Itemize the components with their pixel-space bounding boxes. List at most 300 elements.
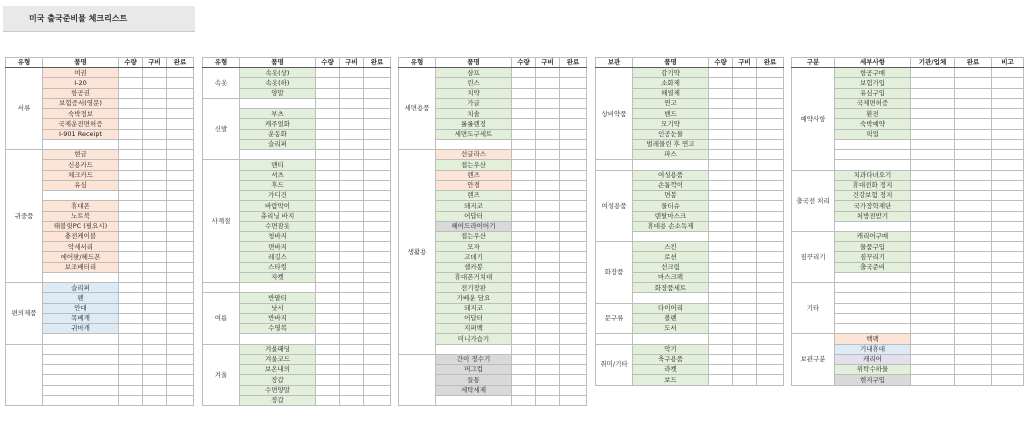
check-cell[interactable] xyxy=(911,293,955,303)
check-cell[interactable] xyxy=(512,324,536,334)
check-cell[interactable] xyxy=(512,211,536,221)
check-cell[interactable] xyxy=(560,395,587,405)
check-cell[interactable] xyxy=(757,324,784,334)
check-cell[interactable] xyxy=(316,129,340,139)
check-cell[interactable] xyxy=(992,139,1024,149)
check-cell[interactable] xyxy=(364,88,391,98)
check-cell[interactable] xyxy=(364,395,391,405)
check-cell[interactable] xyxy=(955,293,992,303)
check-cell[interactable] xyxy=(911,272,955,282)
check-cell[interactable] xyxy=(709,170,733,180)
check-cell[interactable] xyxy=(536,395,560,405)
check-cell[interactable] xyxy=(733,272,757,282)
check-cell[interactable] xyxy=(512,272,536,282)
check-cell[interactable] xyxy=(911,88,955,98)
check-cell[interactable] xyxy=(560,201,587,211)
check-cell[interactable] xyxy=(911,313,955,323)
check-cell[interactable] xyxy=(167,88,194,98)
check-cell[interactable] xyxy=(364,78,391,88)
check-cell[interactable] xyxy=(119,385,143,395)
check-cell[interactable] xyxy=(119,191,143,201)
check-cell[interactable] xyxy=(536,98,560,108)
check-cell[interactable] xyxy=(512,160,536,170)
check-cell[interactable] xyxy=(733,150,757,160)
check-cell[interactable] xyxy=(733,231,757,241)
check-cell[interactable] xyxy=(560,303,587,313)
check-cell[interactable] xyxy=(536,252,560,262)
check-cell[interactable] xyxy=(167,313,194,323)
check-cell[interactable] xyxy=(119,88,143,98)
check-cell[interactable] xyxy=(757,252,784,262)
check-cell[interactable] xyxy=(167,293,194,303)
check-cell[interactable] xyxy=(955,129,992,139)
check-cell[interactable] xyxy=(955,283,992,293)
check-cell[interactable] xyxy=(992,334,1024,344)
check-cell[interactable] xyxy=(733,109,757,119)
check-cell[interactable] xyxy=(119,150,143,160)
check-cell[interactable] xyxy=(167,68,194,78)
check-cell[interactable] xyxy=(119,139,143,149)
check-cell[interactable] xyxy=(143,365,167,375)
check-cell[interactable] xyxy=(143,303,167,313)
check-cell[interactable] xyxy=(709,211,733,221)
check-cell[interactable] xyxy=(512,68,536,78)
check-cell[interactable] xyxy=(709,303,733,313)
check-cell[interactable] xyxy=(364,98,391,108)
check-cell[interactable] xyxy=(992,252,1024,262)
check-cell[interactable] xyxy=(536,283,560,293)
check-cell[interactable] xyxy=(992,201,1024,211)
check-cell[interactable] xyxy=(709,375,733,385)
check-cell[interactable] xyxy=(560,375,587,385)
check-cell[interactable] xyxy=(955,180,992,190)
check-cell[interactable] xyxy=(911,344,955,354)
check-cell[interactable] xyxy=(143,395,167,405)
check-cell[interactable] xyxy=(512,231,536,241)
check-cell[interactable] xyxy=(709,334,733,344)
check-cell[interactable] xyxy=(143,170,167,180)
check-cell[interactable] xyxy=(119,109,143,119)
check-cell[interactable] xyxy=(709,313,733,323)
check-cell[interactable] xyxy=(709,252,733,262)
check-cell[interactable] xyxy=(911,354,955,364)
check-cell[interactable] xyxy=(560,160,587,170)
check-cell[interactable] xyxy=(512,129,536,139)
check-cell[interactable] xyxy=(911,283,955,293)
check-cell[interactable] xyxy=(364,109,391,119)
check-cell[interactable] xyxy=(911,139,955,149)
check-cell[interactable] xyxy=(143,385,167,395)
check-cell[interactable] xyxy=(955,201,992,211)
check-cell[interactable] xyxy=(143,344,167,354)
check-cell[interactable] xyxy=(143,334,167,344)
check-cell[interactable] xyxy=(560,98,587,108)
check-cell[interactable] xyxy=(512,119,536,129)
check-cell[interactable] xyxy=(757,221,784,231)
check-cell[interactable] xyxy=(536,231,560,241)
check-cell[interactable] xyxy=(560,109,587,119)
check-cell[interactable] xyxy=(316,150,340,160)
check-cell[interactable] xyxy=(316,293,340,303)
check-cell[interactable] xyxy=(143,68,167,78)
check-cell[interactable] xyxy=(536,334,560,344)
check-cell[interactable] xyxy=(316,395,340,405)
check-cell[interactable] xyxy=(340,88,364,98)
check-cell[interactable] xyxy=(955,211,992,221)
check-cell[interactable] xyxy=(733,211,757,221)
check-cell[interactable] xyxy=(536,262,560,272)
check-cell[interactable] xyxy=(316,88,340,98)
check-cell[interactable] xyxy=(955,231,992,241)
check-cell[interactable] xyxy=(560,385,587,395)
check-cell[interactable] xyxy=(364,324,391,334)
check-cell[interactable] xyxy=(316,252,340,262)
check-cell[interactable] xyxy=(992,170,1024,180)
check-cell[interactable] xyxy=(316,78,340,88)
check-cell[interactable] xyxy=(757,170,784,180)
check-cell[interactable] xyxy=(733,283,757,293)
check-cell[interactable] xyxy=(560,262,587,272)
check-cell[interactable] xyxy=(733,252,757,262)
check-cell[interactable] xyxy=(955,160,992,170)
check-cell[interactable] xyxy=(911,365,955,375)
check-cell[interactable] xyxy=(512,303,536,313)
check-cell[interactable] xyxy=(709,88,733,98)
check-cell[interactable] xyxy=(143,272,167,282)
check-cell[interactable] xyxy=(955,242,992,252)
check-cell[interactable] xyxy=(992,78,1024,88)
check-cell[interactable] xyxy=(167,139,194,149)
check-cell[interactable] xyxy=(119,344,143,354)
check-cell[interactable] xyxy=(709,150,733,160)
check-cell[interactable] xyxy=(911,170,955,180)
check-cell[interactable] xyxy=(143,211,167,221)
check-cell[interactable] xyxy=(340,344,364,354)
check-cell[interactable] xyxy=(316,139,340,149)
check-cell[interactable] xyxy=(757,283,784,293)
check-cell[interactable] xyxy=(757,201,784,211)
check-cell[interactable] xyxy=(167,375,194,385)
check-cell[interactable] xyxy=(955,150,992,160)
check-cell[interactable] xyxy=(512,262,536,272)
check-cell[interactable] xyxy=(512,139,536,149)
check-cell[interactable] xyxy=(911,109,955,119)
check-cell[interactable] xyxy=(316,180,340,190)
check-cell[interactable] xyxy=(560,191,587,201)
check-cell[interactable] xyxy=(992,313,1024,323)
check-cell[interactable] xyxy=(992,242,1024,252)
check-cell[interactable] xyxy=(364,283,391,293)
check-cell[interactable] xyxy=(167,180,194,190)
check-cell[interactable] xyxy=(536,78,560,88)
check-cell[interactable] xyxy=(911,160,955,170)
check-cell[interactable] xyxy=(911,68,955,78)
check-cell[interactable] xyxy=(955,78,992,88)
check-cell[interactable] xyxy=(733,375,757,385)
check-cell[interactable] xyxy=(316,201,340,211)
check-cell[interactable] xyxy=(911,252,955,262)
check-cell[interactable] xyxy=(911,334,955,344)
check-cell[interactable] xyxy=(733,262,757,272)
check-cell[interactable] xyxy=(364,170,391,180)
check-cell[interactable] xyxy=(119,98,143,108)
check-cell[interactable] xyxy=(757,334,784,344)
check-cell[interactable] xyxy=(340,242,364,252)
check-cell[interactable] xyxy=(143,109,167,119)
check-cell[interactable] xyxy=(167,283,194,293)
check-cell[interactable] xyxy=(364,150,391,160)
check-cell[interactable] xyxy=(340,231,364,241)
check-cell[interactable] xyxy=(364,242,391,252)
check-cell[interactable] xyxy=(340,78,364,88)
check-cell[interactable] xyxy=(757,160,784,170)
check-cell[interactable] xyxy=(560,334,587,344)
check-cell[interactable] xyxy=(119,129,143,139)
check-cell[interactable] xyxy=(560,119,587,129)
check-cell[interactable] xyxy=(955,344,992,354)
check-cell[interactable] xyxy=(992,344,1024,354)
check-cell[interactable] xyxy=(167,354,194,364)
check-cell[interactable] xyxy=(340,262,364,272)
check-cell[interactable] xyxy=(536,385,560,395)
check-cell[interactable] xyxy=(757,365,784,375)
check-cell[interactable] xyxy=(955,191,992,201)
check-cell[interactable] xyxy=(757,344,784,354)
check-cell[interactable] xyxy=(733,303,757,313)
check-cell[interactable] xyxy=(955,68,992,78)
check-cell[interactable] xyxy=(167,98,194,108)
check-cell[interactable] xyxy=(757,313,784,323)
check-cell[interactable] xyxy=(143,139,167,149)
check-cell[interactable] xyxy=(119,334,143,344)
check-cell[interactable] xyxy=(536,109,560,119)
check-cell[interactable] xyxy=(340,365,364,375)
check-cell[interactable] xyxy=(340,303,364,313)
check-cell[interactable] xyxy=(143,98,167,108)
check-cell[interactable] xyxy=(512,98,536,108)
check-cell[interactable] xyxy=(560,365,587,375)
check-cell[interactable] xyxy=(143,180,167,190)
check-cell[interactable] xyxy=(167,109,194,119)
check-cell[interactable] xyxy=(119,78,143,88)
check-cell[interactable] xyxy=(364,262,391,272)
check-cell[interactable] xyxy=(119,375,143,385)
check-cell[interactable] xyxy=(340,170,364,180)
check-cell[interactable] xyxy=(512,252,536,262)
check-cell[interactable] xyxy=(709,78,733,88)
check-cell[interactable] xyxy=(992,303,1024,313)
check-cell[interactable] xyxy=(757,139,784,149)
check-cell[interactable] xyxy=(119,68,143,78)
check-cell[interactable] xyxy=(316,365,340,375)
check-cell[interactable] xyxy=(316,221,340,231)
check-cell[interactable] xyxy=(709,180,733,190)
check-cell[interactable] xyxy=(316,109,340,119)
check-cell[interactable] xyxy=(340,252,364,262)
check-cell[interactable] xyxy=(992,375,1024,385)
check-cell[interactable] xyxy=(955,170,992,180)
check-cell[interactable] xyxy=(143,129,167,139)
check-cell[interactable] xyxy=(364,272,391,282)
check-cell[interactable] xyxy=(709,344,733,354)
check-cell[interactable] xyxy=(560,293,587,303)
check-cell[interactable] xyxy=(512,191,536,201)
check-cell[interactable] xyxy=(757,293,784,303)
check-cell[interactable] xyxy=(167,129,194,139)
check-cell[interactable] xyxy=(119,221,143,231)
check-cell[interactable] xyxy=(119,160,143,170)
check-cell[interactable] xyxy=(536,129,560,139)
check-cell[interactable] xyxy=(119,354,143,364)
check-cell[interactable] xyxy=(992,293,1024,303)
check-cell[interactable] xyxy=(757,242,784,252)
check-cell[interactable] xyxy=(119,170,143,180)
check-cell[interactable] xyxy=(709,242,733,252)
check-cell[interactable] xyxy=(119,324,143,334)
check-cell[interactable] xyxy=(536,221,560,231)
check-cell[interactable] xyxy=(733,313,757,323)
check-cell[interactable] xyxy=(167,201,194,211)
check-cell[interactable] xyxy=(512,150,536,160)
check-cell[interactable] xyxy=(512,283,536,293)
check-cell[interactable] xyxy=(167,385,194,395)
check-cell[interactable] xyxy=(340,191,364,201)
check-cell[interactable] xyxy=(512,293,536,303)
check-cell[interactable] xyxy=(560,211,587,221)
check-cell[interactable] xyxy=(733,68,757,78)
check-cell[interactable] xyxy=(992,109,1024,119)
check-cell[interactable] xyxy=(955,354,992,364)
check-cell[interactable] xyxy=(560,242,587,252)
check-cell[interactable] xyxy=(560,78,587,88)
check-cell[interactable] xyxy=(911,375,955,385)
check-cell[interactable] xyxy=(364,375,391,385)
check-cell[interactable] xyxy=(733,344,757,354)
check-cell[interactable] xyxy=(911,211,955,221)
check-cell[interactable] xyxy=(340,68,364,78)
check-cell[interactable] xyxy=(167,334,194,344)
check-cell[interactable] xyxy=(512,78,536,88)
check-cell[interactable] xyxy=(992,365,1024,375)
check-cell[interactable] xyxy=(340,201,364,211)
check-cell[interactable] xyxy=(955,262,992,272)
check-cell[interactable] xyxy=(119,283,143,293)
check-cell[interactable] xyxy=(992,221,1024,231)
check-cell[interactable] xyxy=(757,119,784,129)
check-cell[interactable] xyxy=(143,191,167,201)
check-cell[interactable] xyxy=(167,221,194,231)
check-cell[interactable] xyxy=(911,262,955,272)
check-cell[interactable] xyxy=(143,375,167,385)
check-cell[interactable] xyxy=(340,395,364,405)
check-cell[interactable] xyxy=(709,293,733,303)
check-cell[interactable] xyxy=(364,139,391,149)
check-cell[interactable] xyxy=(911,201,955,211)
check-cell[interactable] xyxy=(364,211,391,221)
check-cell[interactable] xyxy=(316,303,340,313)
check-cell[interactable] xyxy=(143,78,167,88)
check-cell[interactable] xyxy=(316,211,340,221)
check-cell[interactable] xyxy=(992,211,1024,221)
check-cell[interactable] xyxy=(316,334,340,344)
check-cell[interactable] xyxy=(143,119,167,129)
check-cell[interactable] xyxy=(316,354,340,364)
check-cell[interactable] xyxy=(733,170,757,180)
check-cell[interactable] xyxy=(911,242,955,252)
check-cell[interactable] xyxy=(955,303,992,313)
check-cell[interactable] xyxy=(992,119,1024,129)
check-cell[interactable] xyxy=(364,129,391,139)
check-cell[interactable] xyxy=(911,98,955,108)
check-cell[interactable] xyxy=(709,231,733,241)
check-cell[interactable] xyxy=(167,78,194,88)
check-cell[interactable] xyxy=(119,252,143,262)
check-cell[interactable] xyxy=(340,109,364,119)
check-cell[interactable] xyxy=(143,313,167,323)
check-cell[interactable] xyxy=(757,272,784,282)
check-cell[interactable] xyxy=(709,139,733,149)
check-cell[interactable] xyxy=(143,221,167,231)
check-cell[interactable] xyxy=(757,150,784,160)
check-cell[interactable] xyxy=(536,160,560,170)
check-cell[interactable] xyxy=(316,344,340,354)
check-cell[interactable] xyxy=(143,293,167,303)
check-cell[interactable] xyxy=(709,272,733,282)
check-cell[interactable] xyxy=(955,365,992,375)
check-cell[interactable] xyxy=(955,139,992,149)
check-cell[interactable] xyxy=(316,119,340,129)
check-cell[interactable] xyxy=(143,160,167,170)
check-cell[interactable] xyxy=(536,88,560,98)
check-cell[interactable] xyxy=(733,129,757,139)
check-cell[interactable] xyxy=(992,150,1024,160)
check-cell[interactable] xyxy=(364,344,391,354)
check-cell[interactable] xyxy=(757,98,784,108)
check-cell[interactable] xyxy=(709,109,733,119)
check-cell[interactable] xyxy=(167,242,194,252)
check-cell[interactable] xyxy=(733,78,757,88)
check-cell[interactable] xyxy=(143,201,167,211)
check-cell[interactable] xyxy=(364,160,391,170)
check-cell[interactable] xyxy=(167,231,194,241)
check-cell[interactable] xyxy=(560,139,587,149)
check-cell[interactable] xyxy=(512,109,536,119)
check-cell[interactable] xyxy=(512,375,536,385)
check-cell[interactable] xyxy=(536,191,560,201)
check-cell[interactable] xyxy=(316,272,340,282)
check-cell[interactable] xyxy=(512,334,536,344)
check-cell[interactable] xyxy=(992,68,1024,78)
check-cell[interactable] xyxy=(757,303,784,313)
check-cell[interactable] xyxy=(536,313,560,323)
check-cell[interactable] xyxy=(143,324,167,334)
check-cell[interactable] xyxy=(512,385,536,395)
check-cell[interactable] xyxy=(340,150,364,160)
check-cell[interactable] xyxy=(167,262,194,272)
check-cell[interactable] xyxy=(143,283,167,293)
check-cell[interactable] xyxy=(757,354,784,364)
check-cell[interactable] xyxy=(536,272,560,282)
check-cell[interactable] xyxy=(992,98,1024,108)
check-cell[interactable] xyxy=(992,180,1024,190)
check-cell[interactable] xyxy=(512,395,536,405)
check-cell[interactable] xyxy=(709,98,733,108)
check-cell[interactable] xyxy=(316,231,340,241)
check-cell[interactable] xyxy=(340,293,364,303)
check-cell[interactable] xyxy=(512,354,536,364)
check-cell[interactable] xyxy=(733,354,757,364)
check-cell[interactable] xyxy=(167,160,194,170)
